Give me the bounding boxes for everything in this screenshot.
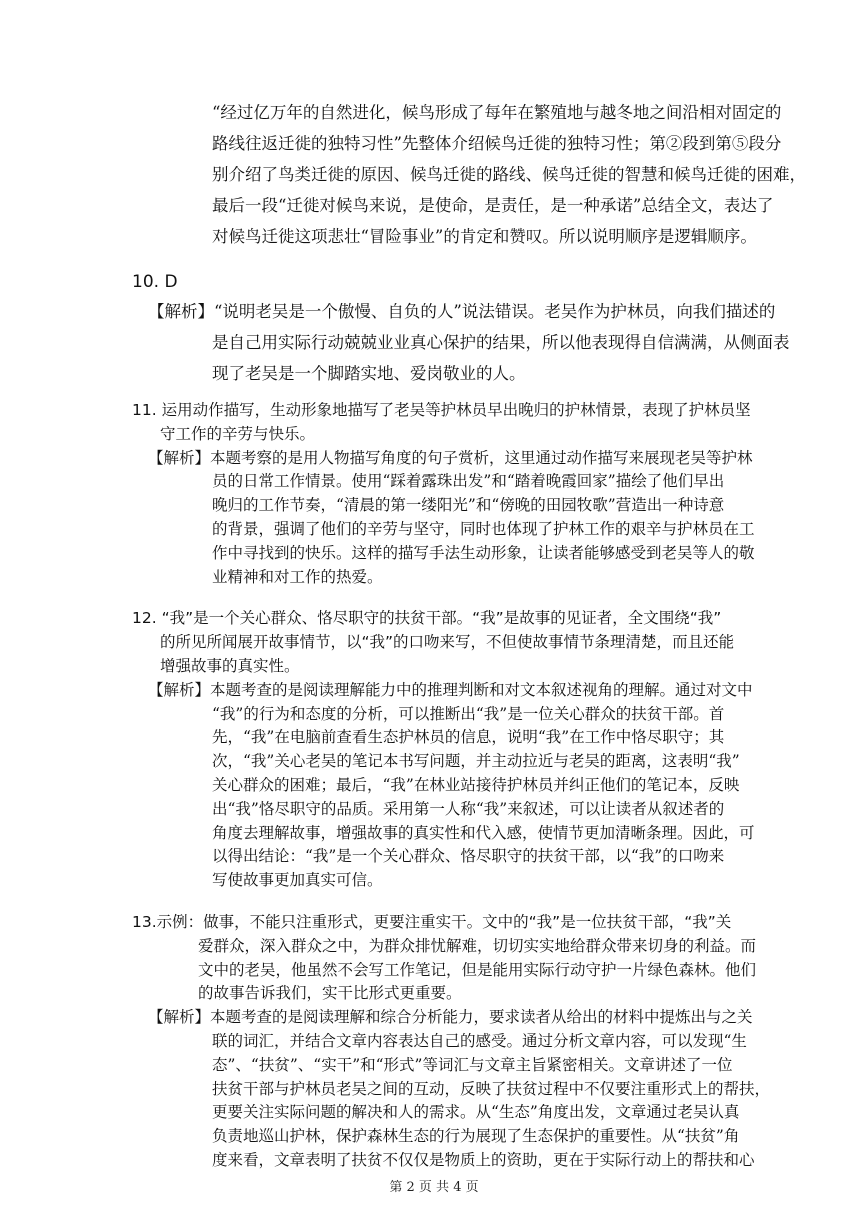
analysis-line: 业精神和对工作的热爱。 xyxy=(212,568,383,586)
analysis-line: 联的词汇，并结合文章内容表达自己的感受。通过分析文章内容，可以发现“生 xyxy=(212,1032,747,1050)
analysis-line: 【解析】“说明老吴是一个傲慢、自负的人”说法错误。老吴作为护林员，向我们描述的 xyxy=(148,302,776,321)
text-line: 别介绍了鸟类迁徙的原因、候鸟迁徙的路线、候鸟迁徙的智慧和候鸟迁徙的困难， xyxy=(212,165,806,184)
text-line: “经过亿万年的自然进化，候鸟形成了每年在繁殖地与越冬地之间沿相对固定的 xyxy=(212,103,782,122)
analysis-line: 角度去理解故事，增强故事的真实性和代入感，使情节更加清晰条理。因此，可 xyxy=(212,824,755,842)
analysis-line: 【解析】本题考查的是阅读理解能力中的推理判断和对文本叙述视角的理解。通过对文中 xyxy=(148,681,753,699)
analysis-line: 【解析】本题考察的是用人物描写角度的句子赏析，这里通过动作描写来展现老吴等护林 xyxy=(148,449,753,467)
answer-line: 的所见所闻展开故事情节，以“我”的口吻来写，不但使故事情节条理清楚，而且还能 xyxy=(160,633,735,651)
analysis-line: 扶贫干部与护林员老吴之间的互动，反映了扶贫过程中不仅要注重形式上的帮扶， xyxy=(212,1080,771,1098)
analysis-line: 现了老吴是一个脚踏实地、爱岗敬业的人。 xyxy=(212,364,526,383)
analysis-line: 次，“我”关心老吴的笔记本书写问题，并主动拉近与老吴的距离，这表明“我” xyxy=(212,752,740,770)
answer-line: 12. “我”是一个关心群众、恪尽职守的扶贫干部。“我”是故事的见证者，全文围绕“我” xyxy=(132,609,722,627)
analysis-line: 是自己用实际行动兢兢业业真心保护的结果，所以他表现得自信满满，从侧面表 xyxy=(212,333,790,352)
answer-line: 爱群众，深入群众之中，为群众排忧解难，切切实实地给群众带来切身的利益。而 xyxy=(198,937,757,955)
analysis-line: 写使故事更加真实可信。 xyxy=(212,871,383,889)
analysis-line: 员的日常工作情景。使用“踩着露珠出发”和“踏着晚霞回家”描绘了他们早出 xyxy=(212,472,725,490)
analysis-line: 晚归的工作节奏，“清晨的第一缕阳光”和“傍晚的田园牧歌”营造出一种诗意 xyxy=(212,496,725,514)
text-line: 对候鸟迁徙这项悲壮“冒险事业”的肯定和赞叹。所以说明顺序是逻辑顺序。 xyxy=(212,227,757,246)
text-line: 最后一段“迁徙对候鸟来说，是使命，是责任，是一种承诺”总结全文，表达了 xyxy=(212,196,774,215)
analysis-line: 关心群众的困难；最后，“我”在林业站接待护林员并纠正他们的笔记本，反映 xyxy=(212,776,740,794)
answer-line: 的故事告诉我们，实干比形式更重要。 xyxy=(198,984,462,1002)
answer-line: 守工作的辛劳与快乐。 xyxy=(160,425,316,443)
analysis-line: 态”、“扶贫”、“实干”和“形式”等词汇与文章主旨紧密相关。文章讲述了一位 xyxy=(212,1056,733,1074)
page-number: 第 2 页 共 4 页 xyxy=(389,1180,479,1195)
analysis-line: 更要关注实际问题的解决和人的需求。从“生态”角度出发，文章通过老吴认真 xyxy=(212,1103,740,1121)
analysis-line: 【解析】本题考查的是阅读理解和综合分析能力，要求读者从给出的材料中提炼出与之关 xyxy=(148,1008,753,1026)
text-line: 路线往返迁徙的独特习性”先整体介绍候鸟迁徙的独特习性；第②段到第⑤段分 xyxy=(212,134,782,153)
analysis-line: 以得出结论：“我”是一个关心群众、恪尽职守的扶贫干部，以“我”的口吻来 xyxy=(212,847,725,865)
analysis-line: 作中寻找到的快乐。这样的描写手法生动形象，让读者能够感受到老吴等人的敬 xyxy=(212,544,755,562)
analysis-line: “我”的行为和态度的分析，可以推断出“我”是一位关心群众的扶贫干部。首 xyxy=(212,705,725,723)
analysis-line: 度来看，文章表明了扶贫不仅仅是物质上的资助，更在于实际行动上的帮扶和心 xyxy=(212,1151,755,1169)
analysis-line: 的背景，强调了他们的辛劳与坚守，同时也体现了护林工作的艰辛与护林员在工 xyxy=(212,520,755,538)
analysis-line: 出“我”恪尽职守的品质。采用第一人称“我”来叙述，可以让读者从叙述者的 xyxy=(212,800,725,818)
answer-line: 增强故事的真实性。 xyxy=(160,657,300,675)
answer-line: 10. D xyxy=(132,272,178,292)
analysis-line: 负责地巡山护林，保护森林生态的行为展现了生态保护的重要性。从“扶贫”角 xyxy=(212,1127,740,1145)
answer-line: 文中的老吴，他虽然不会写工作笔记，但是能用实际行动守护一片绿色森林。他们 xyxy=(198,961,757,979)
answer-line: 13.示例：做事，不能只注重形式，更要注重实干。文中的“我”是一位扶贫干部，“我”关 xyxy=(132,913,732,931)
analysis-line: 先，“我”在电脑前查看生态护林员的信息，说明“我”在工作中恪尽职守；其 xyxy=(212,728,725,746)
answer-line: 11. 运用动作描写，生动形象地描写了老吴等护林员早出晚归的护林情景，表现了护林员坚 xyxy=(132,401,751,419)
